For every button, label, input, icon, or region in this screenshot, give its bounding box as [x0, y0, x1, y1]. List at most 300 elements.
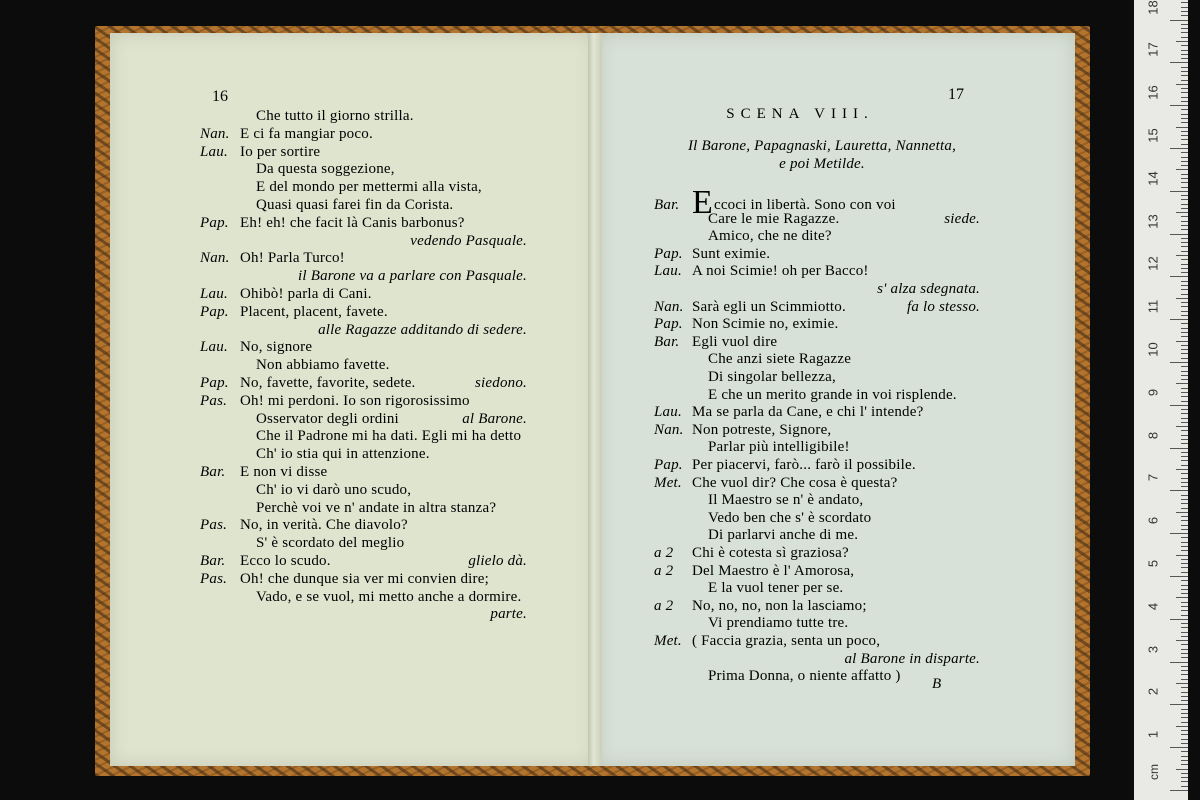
right-line [654, 246, 770, 263]
ruler-tick [1181, 734, 1188, 735]
ruler-tick [1181, 195, 1188, 196]
ruler-tick [1181, 627, 1188, 628]
ruler-tick [1181, 550, 1188, 551]
ruler-tick [1181, 101, 1188, 102]
ruler-tick [1181, 499, 1188, 500]
speaker-label: Lau. [200, 143, 228, 160]
ruler-tick [1170, 319, 1188, 320]
ruler-tick [1181, 15, 1188, 16]
ruler-tick [1181, 11, 1188, 12]
left-line [200, 482, 411, 499]
ruler-number: 9 [1145, 388, 1161, 396]
left-line [200, 571, 489, 588]
ruler-tick [1181, 572, 1188, 573]
verse-text: Del Maestro è l' Amorosa, [692, 562, 855, 579]
page-number: 17 [948, 86, 964, 103]
ruler-tick [1181, 294, 1188, 295]
ruler-tick [1181, 379, 1188, 380]
verse-text: Che il Padrone mi ha dati. Egli mi ha detto [256, 428, 522, 445]
right-stage-direction: al Barone in disparte. [844, 650, 980, 667]
speaker-label: Pas. [200, 570, 228, 587]
drop-cap: E [692, 184, 713, 221]
ruler-tick [1176, 597, 1188, 598]
ruler-tick [1181, 302, 1188, 303]
signature-mark: B [932, 676, 942, 692]
speaker-label: Pap. [654, 457, 683, 473]
left-aside: al Barone. [462, 410, 527, 427]
left-line [200, 446, 430, 463]
ruler-tick [1181, 366, 1188, 367]
left-line [200, 393, 470, 410]
ruler-number: 16 [1145, 85, 1161, 100]
ruler-tick [1181, 161, 1188, 162]
ruler-number: 3 [1145, 645, 1161, 653]
ruler-tick [1181, 546, 1188, 547]
left-line [200, 553, 331, 570]
ruler-tick [1181, 709, 1188, 710]
verse-text: Vedo ben che s' è scordato [708, 509, 872, 526]
ruler-tick [1181, 242, 1188, 243]
speaker-label: Pas. [200, 517, 228, 534]
ruler-tick [1181, 452, 1188, 453]
left-line [200, 411, 399, 428]
right-line [654, 545, 849, 562]
ruler-tick [1181, 743, 1188, 744]
speaker-label: Pap. [200, 303, 229, 320]
ruler-tick [1176, 726, 1188, 727]
ruler-tick [1181, 623, 1188, 624]
ruler-tick [1181, 722, 1188, 723]
verse-text: Oh! Parla Turco! [240, 250, 345, 267]
ruler-tick [1181, 520, 1188, 521]
ruler-tick [1170, 747, 1188, 748]
left-line [200, 197, 453, 214]
ruler-tick [1181, 760, 1188, 761]
ruler-tick [1181, 465, 1188, 466]
ruler-tick [1181, 71, 1188, 72]
ruler-tick [1176, 84, 1188, 85]
ruler-tick [1181, 396, 1188, 397]
left-line [200, 517, 408, 534]
ruler-tick [1181, 88, 1188, 89]
ruler-tick [1181, 28, 1188, 29]
ruler-tick [1181, 32, 1188, 33]
verse-text: Da questa soggezione, [256, 161, 395, 178]
ruler-tick [1181, 144, 1188, 145]
verse-text: Non potreste, Signore, [692, 421, 832, 438]
ruler-tick [1170, 405, 1188, 406]
verse-text: Il Maestro se n' è andato, [708, 492, 864, 509]
ruler-number: 18 [1145, 0, 1161, 15]
ruler-tick [1181, 674, 1188, 675]
speaker-label: a 2 [654, 597, 674, 614]
right-line [654, 668, 901, 685]
ruler-tick [1181, 204, 1188, 205]
verse-text: No, no, no, non la lasciamo; [692, 597, 867, 614]
ruler-number: 15 [1145, 128, 1161, 143]
ruler-tick [1181, 152, 1188, 153]
speaker-label: Nan. [654, 298, 684, 315]
ruler-tick [1181, 345, 1188, 346]
ruler-tick [1181, 593, 1188, 594]
left-line [200, 108, 414, 125]
ruler-tick [1181, 409, 1188, 410]
verse-text: Sunt eximie. [692, 245, 771, 262]
ruler-tick [1181, 567, 1188, 568]
speaker-label: a 2 [654, 562, 674, 579]
ruler-tick [1176, 255, 1188, 256]
ruler-tick [1181, 777, 1188, 778]
ruler-tick [1181, 563, 1188, 564]
ruler-tick [1181, 285, 1188, 286]
ruler-tick [1181, 529, 1188, 530]
verse-text: E la vuol tener per se. [708, 580, 844, 597]
ruler-tick [1181, 358, 1188, 359]
ruler-tick [1181, 221, 1188, 222]
ruler-tick [1181, 37, 1188, 38]
ruler-tick [1170, 576, 1188, 577]
ruler-tick [1181, 246, 1188, 247]
speaker-label: Lau. [200, 339, 228, 356]
ruler-tick [1181, 615, 1188, 616]
ruler-tick [1170, 20, 1188, 21]
ruler-tick [1181, 430, 1188, 431]
right-line [654, 580, 843, 597]
ruler-tick [1181, 687, 1188, 688]
ruler-tick [1170, 448, 1188, 449]
verse-text: Di singolar bellezza, [708, 369, 836, 385]
ruler-tick [1181, 486, 1188, 487]
ruler-tick [1181, 422, 1188, 423]
ruler-number: 13 [1145, 213, 1161, 229]
ruler-tick [1181, 178, 1188, 179]
ruler-tick [1176, 769, 1188, 770]
ruler-tick [1181, 75, 1188, 76]
left-line [200, 304, 388, 321]
verse-text: Ch' io stia qui in attenzione. [256, 446, 430, 463]
ruler-tick [1181, 187, 1188, 188]
ruler-tick [1181, 649, 1188, 650]
ruler-tick [1176, 341, 1188, 342]
left-aside: glielo dà. [468, 553, 527, 569]
ruler-tick [1176, 683, 1188, 684]
verse-text: Quasi quasi farei fin da Corista. [256, 197, 454, 213]
verse-text: Ch' io vi darò uno scudo, [256, 481, 412, 498]
speaker-label: Nan. [200, 250, 230, 267]
ruler-tick [1181, 751, 1188, 752]
verse-text: ccoci in libertà. Sono con voi [713, 197, 896, 213]
ruler-tick [1176, 512, 1188, 513]
ruler-tick [1176, 640, 1188, 641]
ruler-tick [1181, 388, 1188, 389]
left-line [200, 464, 327, 481]
ruler-tick [1181, 80, 1188, 81]
speaker-label: Pap. [200, 375, 229, 391]
ruler-tick [1170, 62, 1188, 63]
ruler-tick [1170, 662, 1188, 663]
cast-line: e poi Metilde. [779, 156, 865, 172]
speaker-label: Bar. [200, 464, 226, 480]
ruler-tick [1181, 632, 1188, 633]
verse-text: Oh! che dunque sia ver mi convien dire; [240, 570, 489, 587]
right-line [654, 387, 957, 404]
left-line [200, 375, 416, 392]
cast-line: Il Barone, Papagnaski, Lauretta, Nannetta, [687, 138, 957, 154]
ruler-tick [1181, 135, 1188, 136]
right-line [654, 563, 854, 580]
ruler-tick [1181, 756, 1188, 757]
verse-text: Parlar più intelligibile! [708, 439, 850, 456]
speaker-label: Pas. [200, 392, 228, 409]
ruler-tick [1181, 666, 1188, 667]
verse-text: Eh! eh! che facit là Canis barbonus? [240, 214, 465, 231]
verse-text: Ecco lo scudo. [240, 553, 331, 569]
ruler-tick [1170, 105, 1188, 106]
left-stage-direction: parte. [490, 606, 527, 623]
left-line [200, 179, 482, 196]
ruler-tick [1176, 383, 1188, 384]
right-line [654, 492, 863, 509]
speaker-label: Nan. [200, 125, 230, 142]
ruler-tick [1176, 169, 1188, 170]
speaker-label: Bar. [654, 197, 680, 213]
ruler-tick [1181, 670, 1188, 671]
verse-text: Che vuol dir? Che cosa è questa? [692, 474, 898, 491]
verse-text: Care le mie Ragazze. [708, 210, 840, 227]
ruler-tick [1181, 311, 1188, 312]
ruler-tick [1181, 281, 1188, 282]
verse-text: No, in verità. Che diavolo? [240, 517, 408, 534]
ruler-tick [1170, 790, 1188, 791]
right-line [654, 228, 832, 245]
verse-text: Che anzi siete Ragazze [708, 351, 852, 368]
ruler-tick [1181, 786, 1188, 787]
ruler-tick [1181, 272, 1188, 273]
ruler-tick [1181, 460, 1188, 461]
speaker-label: Bar. [200, 553, 226, 569]
measuring-ruler [1134, 0, 1188, 800]
right-line [654, 633, 880, 650]
ruler-number: 14 [1145, 171, 1161, 186]
right-line [654, 263, 869, 280]
book-gutter [588, 33, 602, 766]
ruler-tick [1170, 619, 1188, 620]
verse-text: Amico, che ne dite? [708, 228, 832, 245]
ruler-tick [1170, 533, 1188, 534]
right-stage-direction: s' alza sdegnata. [877, 281, 980, 297]
speaker-label: Met. [654, 633, 682, 649]
ruler-tick [1181, 537, 1188, 538]
right-line [654, 351, 851, 368]
verse-text: Non abbiamo favette. [256, 357, 390, 374]
left-line [200, 589, 521, 606]
left-stage-direction: vedendo Pasquale. [410, 232, 527, 249]
left-line [200, 126, 373, 143]
ruler-tick [1176, 127, 1188, 128]
ruler-tick [1181, 229, 1188, 230]
ruler-tick [1181, 315, 1188, 316]
right-line [654, 439, 850, 456]
ruler-number: 6 [1145, 517, 1161, 525]
ruler-tick [1176, 41, 1188, 42]
ruler-tick [1181, 264, 1188, 265]
verse-text: S' è scordato del meglio [256, 535, 405, 552]
speaker-label: Bar. [654, 333, 680, 350]
left-aside: siedono. [474, 375, 527, 391]
left-stage-direction: il Barone va a parlare con Pasquale. [298, 268, 527, 285]
ruler-tick [1181, 773, 1188, 774]
verse-text: Prima Donna, o niente affatto ) [708, 668, 901, 685]
right-line [654, 404, 923, 421]
ruler-tick [1181, 109, 1188, 110]
ruler-tick [1181, 268, 1188, 269]
ruler-tick [1170, 234, 1188, 235]
ruler-number: 1 [1145, 731, 1161, 739]
ruler-tick [1181, 606, 1188, 607]
ruler-tick [1181, 114, 1188, 115]
ruler-tick [1170, 191, 1188, 192]
speaker-label: Pap. [200, 214, 229, 231]
ruler-tick [1181, 251, 1188, 252]
ruler-tick [1181, 328, 1188, 329]
ruler-tick [1176, 426, 1188, 427]
verse-text: Egli vuol dire [692, 333, 778, 350]
speaker-label: Met. [654, 474, 682, 491]
verse-text: Chi è cotesta sì graziosa? [692, 545, 849, 561]
verse-text: E ci fa mangiar poco. [240, 125, 373, 142]
ruler-tick [1181, 644, 1188, 645]
ruler-number: 8 [1145, 431, 1161, 439]
right-line [654, 527, 858, 544]
verse-text: Per piacervi, farò... farò il possibile. [692, 457, 916, 473]
right-line [654, 316, 838, 333]
ruler-tick [1181, 259, 1188, 260]
ruler-tick [1181, 353, 1188, 354]
ruler-tick [1181, 439, 1188, 440]
right-line [654, 369, 836, 386]
left-line [200, 339, 312, 356]
verse-text: Perchè voi ve n' andate in altra stanza? [256, 499, 497, 516]
ruler-tick [1181, 92, 1188, 93]
verse-text: Placent, placent, favete. [240, 303, 388, 320]
left-line [200, 286, 372, 303]
ruler-number: 10 [1145, 342, 1161, 357]
verse-text: Vado, e se vuol, mi metto anche a dormire. [256, 588, 522, 605]
verse-text: ( Faccia grazia, senta un poco, [692, 633, 881, 649]
ruler-tick [1181, 413, 1188, 414]
ruler-tick [1181, 323, 1188, 324]
ruler-tick [1181, 7, 1188, 8]
ruler-tick [1181, 418, 1188, 419]
ruler-tick [1181, 473, 1188, 474]
ruler-tick [1181, 730, 1188, 731]
left-stage-direction: alle Ragazze additando di sedere. [318, 321, 527, 338]
right-line [654, 422, 831, 439]
ruler-tick [1181, 225, 1188, 226]
ruler-tick [1170, 490, 1188, 491]
ruler-tick [1170, 148, 1188, 149]
speaker-label: Pap. [654, 245, 683, 262]
ruler-tick [1181, 157, 1188, 158]
right-line [654, 299, 846, 316]
ruler-tick [1181, 67, 1188, 68]
ruler-tick [1181, 636, 1188, 637]
ruler-tick [1181, 692, 1188, 693]
speaker-label: Lau. [654, 404, 682, 421]
ruler-tick [1181, 199, 1188, 200]
speaker-label: Lau. [654, 263, 682, 280]
verse-text: Non Scimie no, eximie. [692, 316, 839, 333]
ruler-number: 5 [1145, 559, 1161, 568]
verse-text: Ma se parla da Cane, e chi l' intende? [692, 404, 924, 421]
left-line [200, 428, 521, 445]
ruler-tick [1181, 559, 1188, 560]
verse-text: Di parlarvi anche di me. [708, 527, 859, 544]
ruler-tick [1181, 700, 1188, 701]
ruler-tick [1181, 456, 1188, 457]
right-line [654, 475, 898, 492]
ruler-tick [1181, 24, 1188, 25]
ruler-tick [1181, 336, 1188, 337]
right-aside: fa lo stesso. [906, 298, 980, 315]
ruler-tick [1181, 401, 1188, 402]
ruler-tick [1181, 174, 1188, 175]
ruler-tick [1181, 289, 1188, 290]
ruler-tick [1181, 139, 1188, 140]
ruler-tick [1181, 764, 1188, 765]
ruler-number: 17 [1145, 42, 1161, 58]
ruler-tick [1176, 555, 1188, 556]
ruler-number: 12 [1145, 256, 1161, 272]
right-line [654, 457, 916, 474]
right-aside: siede. [944, 210, 980, 227]
left-line [200, 250, 345, 267]
ruler-tick [1170, 704, 1188, 705]
verse-text: E non vi disse [240, 464, 328, 480]
ruler-number: 2 [1145, 688, 1161, 696]
ruler-tick [1181, 208, 1188, 209]
verse-text: No, signore [240, 339, 313, 356]
ruler-tick [1181, 118, 1188, 119]
ruler-tick [1181, 306, 1188, 307]
verse-text: Sarà egli un Scimmiotto. [692, 298, 846, 315]
ruler-tick [1176, 212, 1188, 213]
ruler-unit: cm [1147, 764, 1161, 780]
left-line [200, 357, 390, 374]
scene-title: SCENA VIII. [726, 106, 874, 122]
speaker-label: Nan. [654, 421, 684, 438]
ruler-tick [1181, 679, 1188, 680]
verse-text: E che un merito grande in voi risplende. [708, 386, 957, 403]
ruler-tick [1181, 781, 1188, 782]
ruler-tick [1181, 503, 1188, 504]
ruler-tick [1181, 58, 1188, 59]
verse-text: Ohibò! parla di Cani. [240, 286, 372, 302]
verse-text: A noi Scimie! oh per Bacco! [692, 263, 869, 280]
ruler-tick [1176, 298, 1188, 299]
ruler-tick [1181, 122, 1188, 123]
ruler-tick [1181, 45, 1188, 46]
ruler-tick [1181, 97, 1188, 98]
left-line [200, 144, 320, 161]
verse-text: Che tutto il giorno strilla. [256, 108, 414, 124]
ruler-tick [1181, 349, 1188, 350]
ruler-tick [1181, 739, 1188, 740]
ruler-tick [1181, 508, 1188, 509]
ruler-tick [1181, 332, 1188, 333]
ruler-tick [1181, 165, 1188, 166]
ruler-tick [1181, 589, 1188, 590]
